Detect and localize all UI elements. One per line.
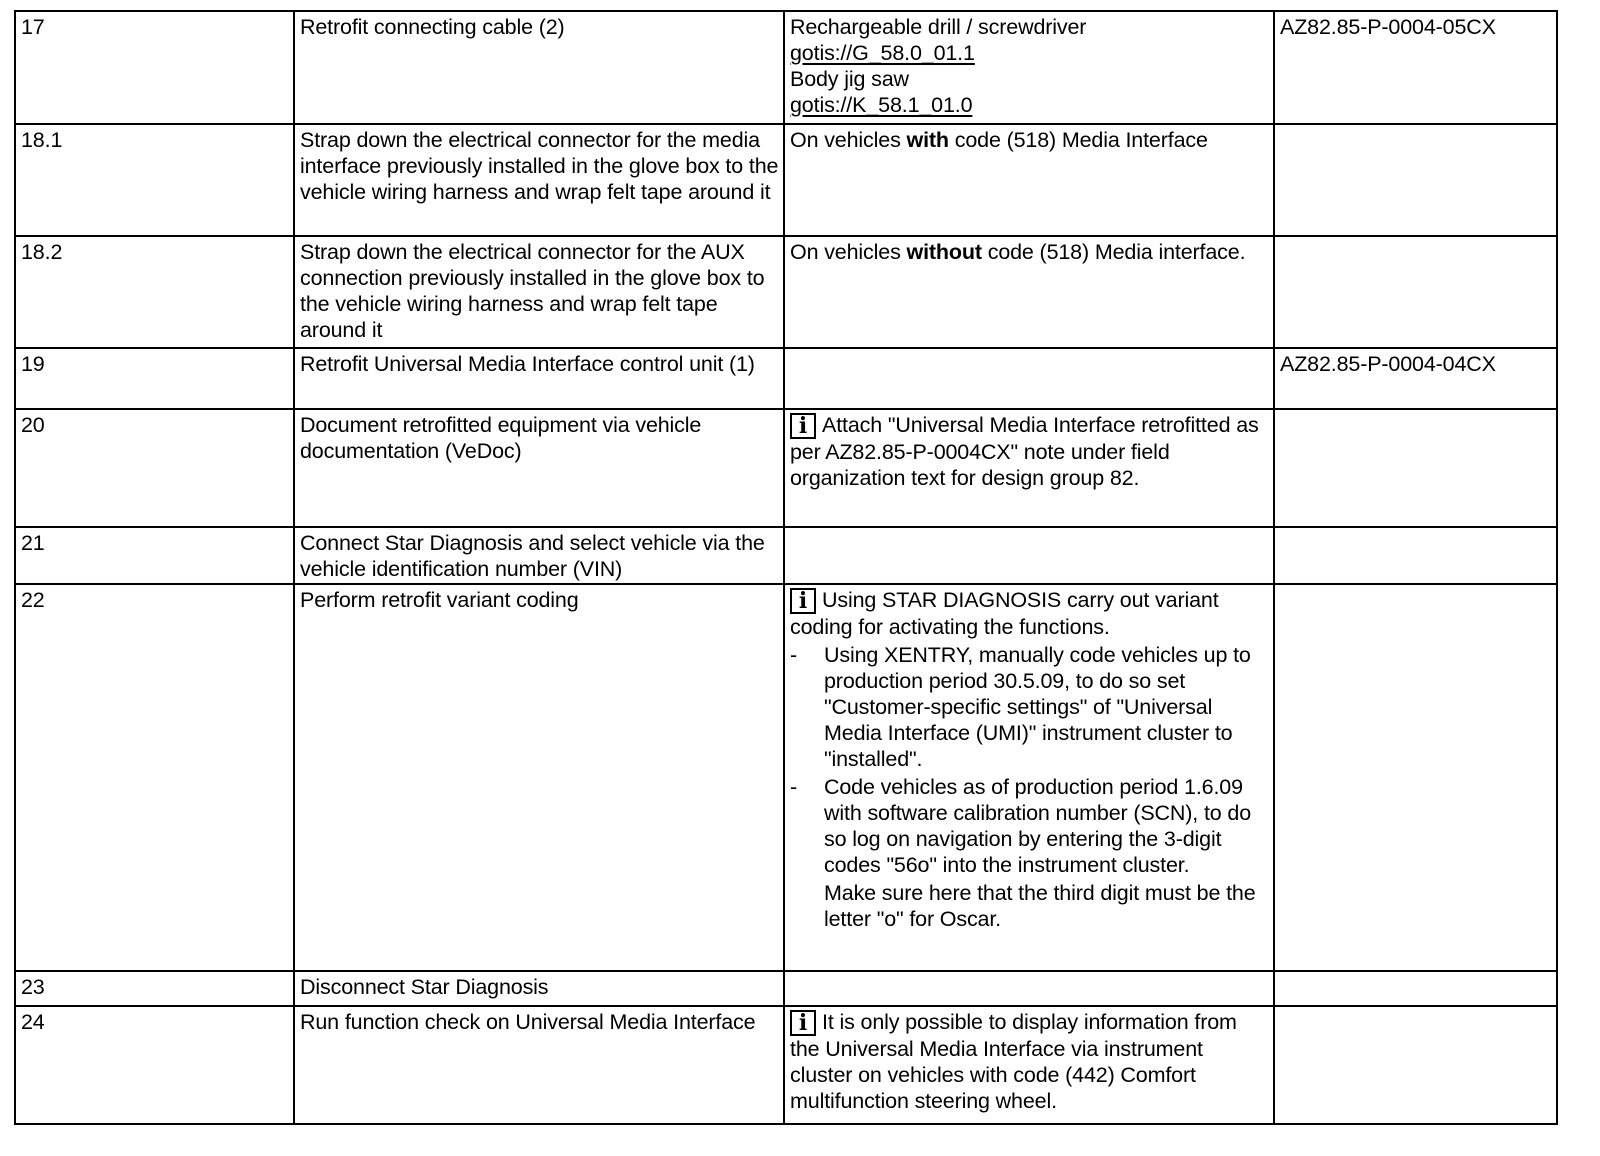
tool-link[interactable]: gotis://G_58.0_01.1 (790, 41, 975, 65)
table-row (15, 11, 1557, 124)
table-row (15, 348, 1557, 409)
step-notes (784, 1006, 1274, 1124)
reference-document: AZ82.85-P-0004-05CX (1274, 11, 1557, 124)
condition-post: code (518) Media interface. (981, 240, 1246, 264)
tool-name: Rechargeable drill / screwdriver (790, 15, 1087, 39)
step-action: Retrofit connecting cable (2) (294, 11, 784, 124)
tool-link[interactable]: gotis://K_58.1_01.0 (790, 93, 973, 117)
tool-name: Body jig saw (790, 67, 909, 91)
list-item (790, 642, 1269, 772)
reference-document: AZ82.85-P-0004-04CX (1274, 348, 1557, 409)
info-icon: i (790, 413, 816, 439)
dash-marker: - (790, 775, 798, 799)
list-item-text: Code vehicles as of production period 1.6.09 with software calibration number (SCN), to do so log on navigation by entering the 3-digit codes "56o" into the instrument cluster. (824, 775, 1252, 877)
step-notes (784, 236, 1274, 348)
step-notes (784, 584, 1274, 971)
reference-document (1274, 527, 1557, 584)
reference-document (1274, 236, 1557, 348)
reference-document (1274, 584, 1557, 971)
step-number: 22 (15, 584, 294, 971)
step-action: Run function check on Universal Media Interface (294, 1006, 784, 1124)
step-action: Connect Star Diagnosis and select vehicle via the vehicle identification number (VIN) (294, 527, 784, 584)
condition-pre: On vehicles (790, 240, 907, 264)
table-row (15, 971, 1557, 1006)
step-action: Retrofit Universal Media Interface control unit (1) (294, 348, 784, 409)
list-item-continuation: Make sure here that the third digit must be the letter "o" for Oscar. (824, 881, 1256, 931)
note-text: Attach "Universal Media Interface retrofitted as per AZ82.85-P-0004CX" note under field organization text for design group 82. (790, 413, 1259, 490)
step-number: 23 (15, 971, 294, 1006)
condition-keyword: without (906, 240, 982, 264)
reference-document (1274, 1006, 1557, 1124)
note-text: It is only possible to display information from the Universal Media Interface via instrument cluster on vehicles with code (442) Comfort multifunction steering wheel. (790, 1010, 1237, 1113)
condition-post: code (518) Media Interface (948, 128, 1208, 152)
reference-document (1274, 409, 1557, 527)
condition-keyword: with (906, 128, 949, 152)
info-icon: i (790, 1010, 816, 1036)
step-action: Document retrofitted equipment via vehicle documentation (VeDoc) (294, 409, 784, 527)
step-number: 21 (15, 527, 294, 584)
step-notes (784, 11, 1274, 124)
procedure-table (14, 10, 1558, 1125)
table-row (15, 1006, 1557, 1124)
step-number: 18.1 (15, 124, 294, 236)
step-notes (784, 124, 1274, 236)
step-action: Strap down the electrical connector for the AUX connection previously installed in the glove box to the vehicle wiring harness and wrap felt tape around it (294, 236, 784, 348)
step-number: 24 (15, 1006, 294, 1124)
table-row (15, 124, 1557, 236)
table-row (15, 584, 1557, 971)
info-icon: i (790, 588, 816, 614)
list-item (790, 774, 1269, 878)
step-notes (784, 348, 1274, 409)
step-notes (784, 409, 1274, 527)
step-action: Disconnect Star Diagnosis (294, 971, 784, 1006)
step-notes (784, 527, 1274, 584)
step-action: Perform retrofit variant coding (294, 584, 784, 971)
step-action: Strap down the electrical connector for the media interface previously installed in the glove box to the vehicle wiring harness and wrap felt tape around it (294, 124, 784, 236)
list-item-text: Using XENTRY, manually code vehicles up to production period 30.5.09, to do so set "Customer-specific settings" of "Universal Media Interface (UMI)" instrument cluster to "installed". (824, 643, 1251, 771)
table-row (15, 527, 1557, 584)
step-notes (784, 971, 1274, 1006)
note-text: Using STAR DIAGNOSIS carry out variant coding for activating the functions. (790, 588, 1219, 639)
reference-document (1274, 971, 1557, 1006)
step-number: 18.2 (15, 236, 294, 348)
table-row (15, 409, 1557, 527)
condition-pre: On vehicles (790, 128, 907, 152)
step-number: 20 (15, 409, 294, 527)
dash-marker: - (790, 643, 798, 667)
step-number: 19 (15, 348, 294, 409)
step-number: 17 (15, 11, 294, 124)
table-row (15, 236, 1557, 348)
reference-document (1274, 124, 1557, 236)
